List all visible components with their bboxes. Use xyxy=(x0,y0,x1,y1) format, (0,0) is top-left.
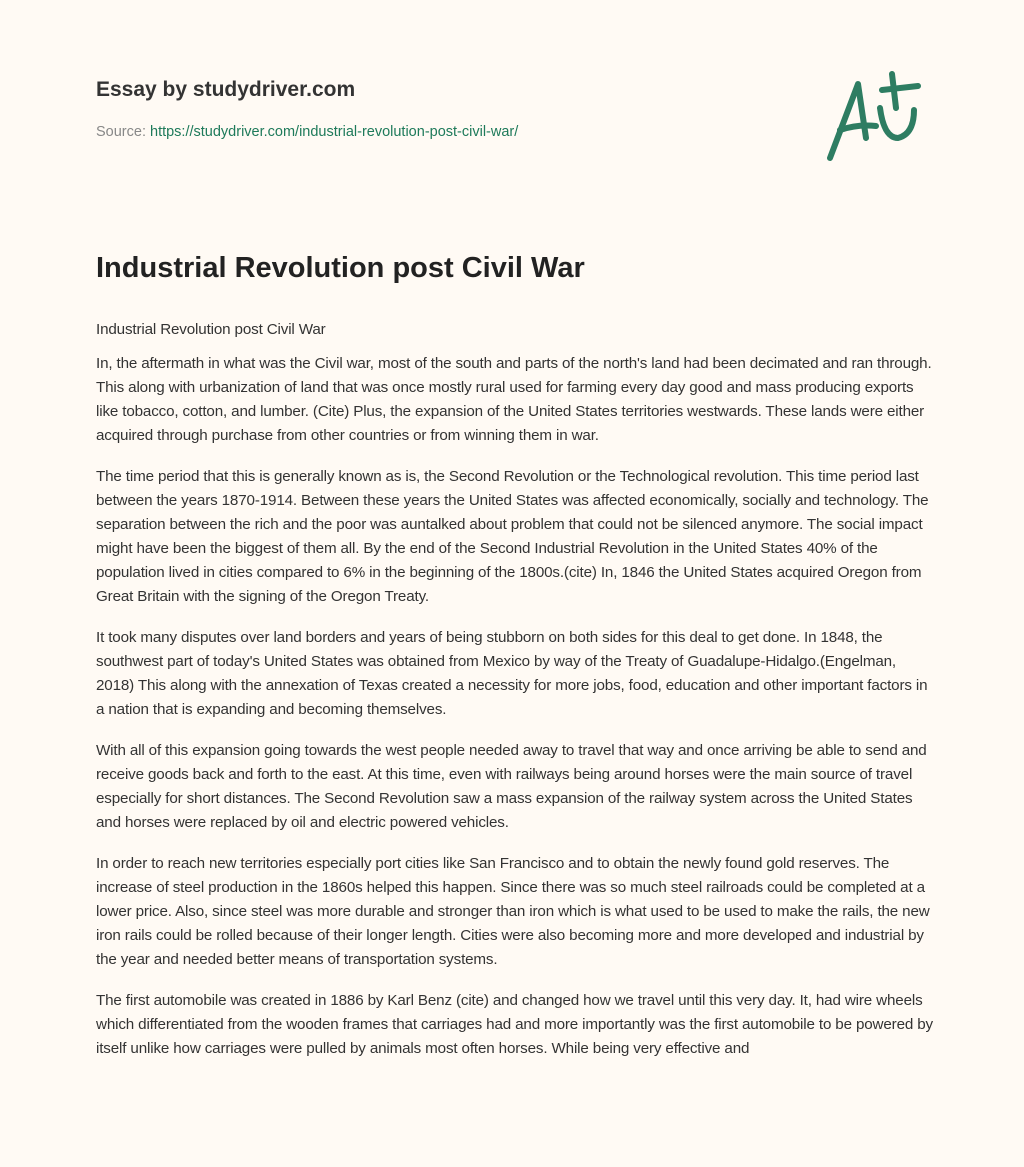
paragraph: In order to reach new territories especially port cities like San Francisco and to obtain the newly found gold reserves. The increase of steel production in the 1860s helped this happen. Since there was so much steel railroads could be completed at a lower price. Also, since steel was more durable and stronger than iron which is what used to be used to make the rails, the new iron rails could be rolled because of their longer length. Cities were also becoming more and more developed and industrial by the year and needed better means of transportation systems. xyxy=(96,855,930,968)
paragraph: With all of this expansion going towards the west people needed away to travel that way and once arriving be able to send and receive goods back and forth to the east. At this time, even with railways being around horses were the main source of travel especially for short distances. The Second Revolution saw a mass expansion of the railway system across the United States and horses were replaced by oil and electric powered vehicles. xyxy=(96,742,927,831)
a-plus-logo-icon xyxy=(818,68,928,164)
essay-subtitle: Industrial Revolution post Civil War xyxy=(96,321,326,338)
essay-body xyxy=(96,318,934,1078)
source-line xyxy=(96,124,518,140)
page-title: Industrial Revolution post Civil War xyxy=(96,252,585,284)
source-label: Source: xyxy=(96,124,150,140)
paragraph: It took many disputes over land borders and years of being stubborn on both sides for this deal to get done. In 1848, the southwest part of today's United States was obtained from Mexico by way of the Treaty of Guadalupe-Hidalgo.(Engelman, 2018) This along with the annexation of Texas created a necessity for more jobs, food, education and other important factors in a nation that is expanding and becoming themselves. xyxy=(96,629,928,718)
paragraph: The first automobile was created in 1886 by Karl Benz (cite) and changed how we travel until this very day. It, had wire wheels which differentiated from the wooden frames that carriages had and more importantly was the first automobile to be powered by itself unlike how carriages were pulled by animals most often horses. While being very effective and xyxy=(96,992,933,1057)
site-brand: Essay by studydriver.com xyxy=(96,78,356,101)
paragraph: The time period that this is generally known as is, the Second Revolution or the Technological revolution. This time period last between the years 1870-1914. Between these years the United States was affected economically, socially and technology. The separation between the rich and the poor was auntalked about problem that could not be silenced anymore. The social impact might have been the biggest of them all. By the end of the Second Industrial Revolution in the United States 40% of the population lived in cities compared to 6% in the beginning of the 1800s.(cite) In, 1846 the United States acquired Oregon from Great Britain with the signing of the Oregon Treaty. xyxy=(96,468,929,605)
paragraph: In, the aftermath in what was the Civil war, most of the south and parts of the north's land had been decimated and ran through. This along with urbanization of land that was once mostly rural used for farming every day good and mass producing exports like tobacco, cotton, and lumber. (Cite) Plus, the expansion of the United States territories westwards. These lands were either acquired through purchase from other countries or from winning them in war. xyxy=(96,355,932,444)
source-link[interactable]: https://studydriver.com/industrial-revolution-post-civil-war/ xyxy=(150,124,519,140)
